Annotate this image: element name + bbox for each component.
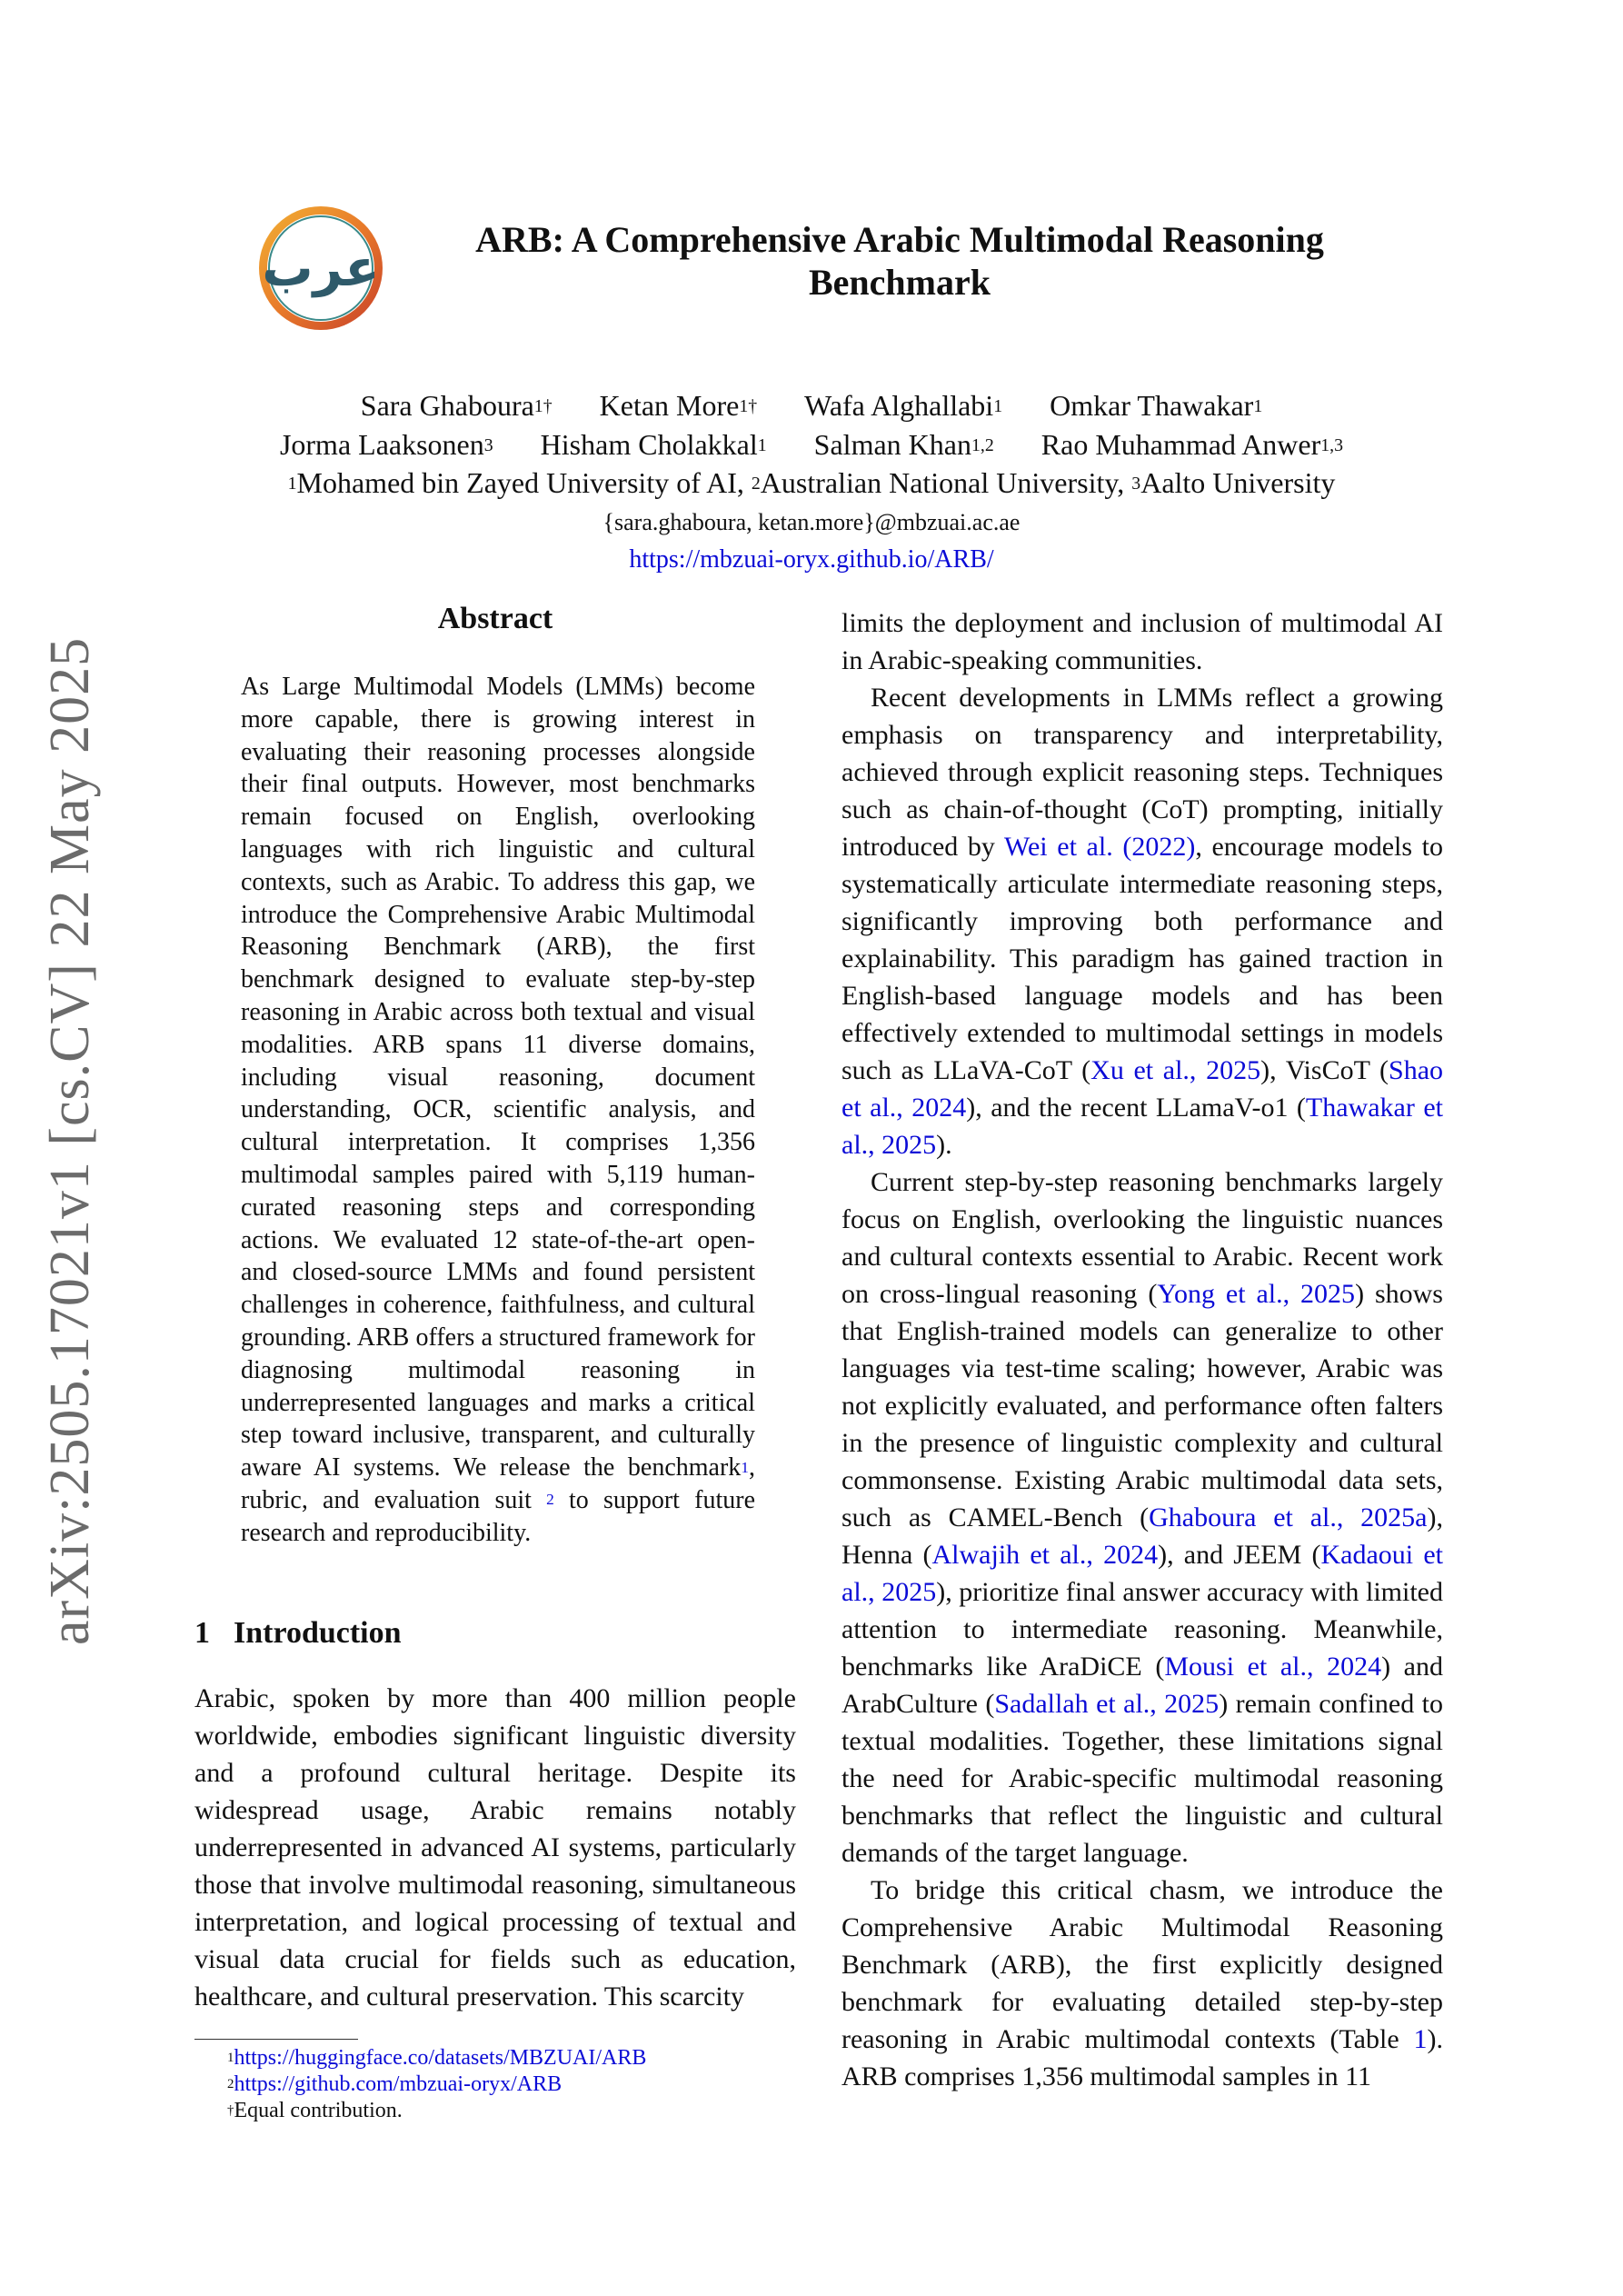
paper-title: ARB: A Comprehensive Arabic Multimodal Reasoning Benchmark: [475, 219, 1324, 303]
footnote-link-2[interactable]: https://github.com/mbzuai-oryx/ARB: [234, 2072, 563, 2096]
author: Omkar Thawakar$^1$: [1050, 389, 1263, 422]
citation-link[interactable]: Sadallah et al., 2025: [994, 1689, 1220, 1719]
footnote-link-1[interactable]: https://huggingface.co/datasets/MBZUAI/ARB: [234, 2046, 647, 2070]
citation-link[interactable]: Wei et al. (2022): [1004, 832, 1196, 862]
paragraph: Recent developments in LMMs reflect a growing emphasis on transparency and interpretability, achieved through explicit reasoning steps. Techniques such as chain-of-thought (CoT) prompting, initially introduced by Wei et al. (2022), encourage models to systematically articulate intermediate reasoning steps, significantly improving both performance and explainability. This paradigm has gained traction in English-based language models and has been effectively extended to multimodal settings in models such as LLaVA-CoT (Xu et al., 2025), VisCoT (Shao et al., 2024), and the recent LLamaV-o1 (Thawakar et al., 2025).: [841, 683, 1444, 1160]
author: Ketan More$^{1\dagger}$: [599, 389, 758, 422]
author: Rao Muhammad Anwer$^{1,3}$: [1041, 428, 1344, 461]
citation-link[interactable]: Alwajih et al., 2024: [931, 1540, 1159, 1570]
author: Salman Khan$^{1,2}$: [813, 428, 994, 461]
citation-link[interactable]: Ghaboura et al., 2025a: [1149, 1502, 1428, 1532]
author: Wafa Alghallabi$^1$: [804, 389, 1003, 422]
author-row-2: [182, 425, 1441, 464]
citation-link[interactable]: Mousi et al., 2024: [1164, 1652, 1382, 1682]
contact-email: {sara.ghaboura, ketan.more}@mbzuai.ac.ae: [602, 509, 1021, 535]
footnote-3: †Equal contribution.: [227, 2099, 403, 2122]
author: Hisham Cholakkal$^1$: [540, 428, 767, 461]
author: Sara Ghaboura$^{1\dagger}$: [360, 389, 553, 422]
author-list: [182, 386, 1441, 464]
paragraph: limits the deployment and inclusion of multimodal AI in Arabic-speaking communities.: [841, 608, 1443, 675]
abstract-body: As Large Multimodal Models (LMMs) become more capable, there is growing interest in evaluating their reasoning processes alongside their final outputs. However, most benchmarks remain focused on English, overlooking languages with rich linguistic and cultural contexts, such as Arabic. To address this gap, we introduce the Comprehensive Arabic Multimodal Reasoning Benchmark (ARB), the first benchmark designed to evaluate step-by-step reasoning in Arabic across both textual and visual modalities. ARB spans 11 diverse domains, including visual reasoning, document understanding, OCR, scientific analysis, and cultural interpretation. It comprises 1,356 multimodal samples paired with 5,119 human-curated reasoning steps and corresponding actions. We evaluated 12 state-of-the-art open- and closed-source LMMs and found persistent challenges in coherence, faithfulness, and cultural grounding. ARB offers a structured framework for diagnosing multimodal reasoning in underrepresented languages and marks a critical step toward inclusive, transparent, and culturally aware AI systems. We release the benchmark$^1$, rubric, and evaluation suit $^2$ to support future research and reproducibility.: [241, 673, 755, 1547]
section-heading: 1 Introduction: [194, 1616, 402, 1650]
arb-logo: [254, 202, 387, 334]
citation-link[interactable]: Kadaoui et al., 2025: [841, 1540, 1444, 1607]
citation-link[interactable]: Thawakar et al., 2025: [841, 1093, 1443, 1160]
citation-link[interactable]: Shao et al., 2024: [841, 1055, 1444, 1123]
footnote-ref-2[interactable]: 2: [546, 1491, 554, 1509]
footnote-1: $^1$https://huggingface.co/datasets/MBZUAI/ARB: [227, 2046, 647, 2070]
table-ref-link[interactable]: 1: [1413, 2024, 1428, 2054]
arxiv-identifier: arXiv:2505.17021v1 [cs.CV] 22 May 2025: [39, 636, 101, 1645]
logo-ring-icon: [254, 202, 387, 334]
citation-link[interactable]: Xu et al., 2025: [1090, 1055, 1261, 1085]
abstract-heading: Abstract: [437, 602, 553, 635]
footnote-ref-1[interactable]: 1: [741, 1458, 749, 1476]
paragraph: Current step-by-step reasoning benchmarks largely focus on English, overlooking the linguistic nuances and cultural contexts essential to Arabic. Recent work on cross-lingual reasoning (Yong et al., 2025) shows that English-trained models can generalize to other languages via test-time scaling; however, Arabic was not explicitly evaluated, and performance often falters in the presence of linguistic complexity and cultural commonsense. Existing Arabic multimodal data sets, such as CAMEL-Bench (Ghaboura et al., 2025a), Henna (Alwajih et al., 2024), and JEEM (Kadaoui et al., 2025), prioritize final answer accuracy with limited attention to intermediate reasoning. Meanwhile, benchmarks like AraDiCE (Mousi et al., 2024) and ArabCulture (Sadallah et al., 2025) remain confined to textual modalities. Together, these limitations signal the need for Arabic-specific multimodal reasoning benchmarks that reflect the linguistic and cultural demands of the target language.: [841, 1167, 1444, 1868]
intro-right-column: [841, 604, 1443, 2095]
paragraph: Arabic, spoken by more than 400 million people worldwide, embodies significant linguistic diversity and a profound cultural heritage. Despite its widespread usage, Arabic remains notably underrepresented in advanced AI systems, particularly those that involve multimodal reasoning, simultaneous interpretation, and logical processing of textual and visual data crucial for fields such as education, healthcare, and cultural preservation. This scarcity: [194, 1683, 796, 2011]
intro-left-column: [194, 1680, 796, 2015]
author-row-1: [182, 386, 1441, 425]
citation-link[interactable]: Yong et al., 2025: [1157, 1279, 1356, 1309]
author: Jorma Laaksonen$^3$: [279, 428, 493, 461]
paragraph: To bridge this critical chasm, we introduce the Comprehensive Arabic Multimodal Reasoning Benchmark (ARB), the first explicitly designed benchmark for evaluating detailed step-by-step reasoning in Arabic multimodal contexts (Table 1). ARB comprises 1,356 multimodal samples in 11: [841, 1875, 1443, 2091]
logo-text: عرب: [262, 239, 380, 298]
footnote-rule: [194, 2039, 358, 2040]
footnotes: [227, 2045, 791, 2124]
footnote-2: $^2$https://github.com/mbzuai-oryx/ARB: [227, 2072, 563, 2096]
affiliations: $^1$Mohamed bin Zayed University of AI, $^2$Australian National University, $^3$Aalto University: [287, 466, 1336, 499]
project-url-link[interactable]: https://mbzuai-oryx.github.io/ARB/: [629, 545, 994, 574]
